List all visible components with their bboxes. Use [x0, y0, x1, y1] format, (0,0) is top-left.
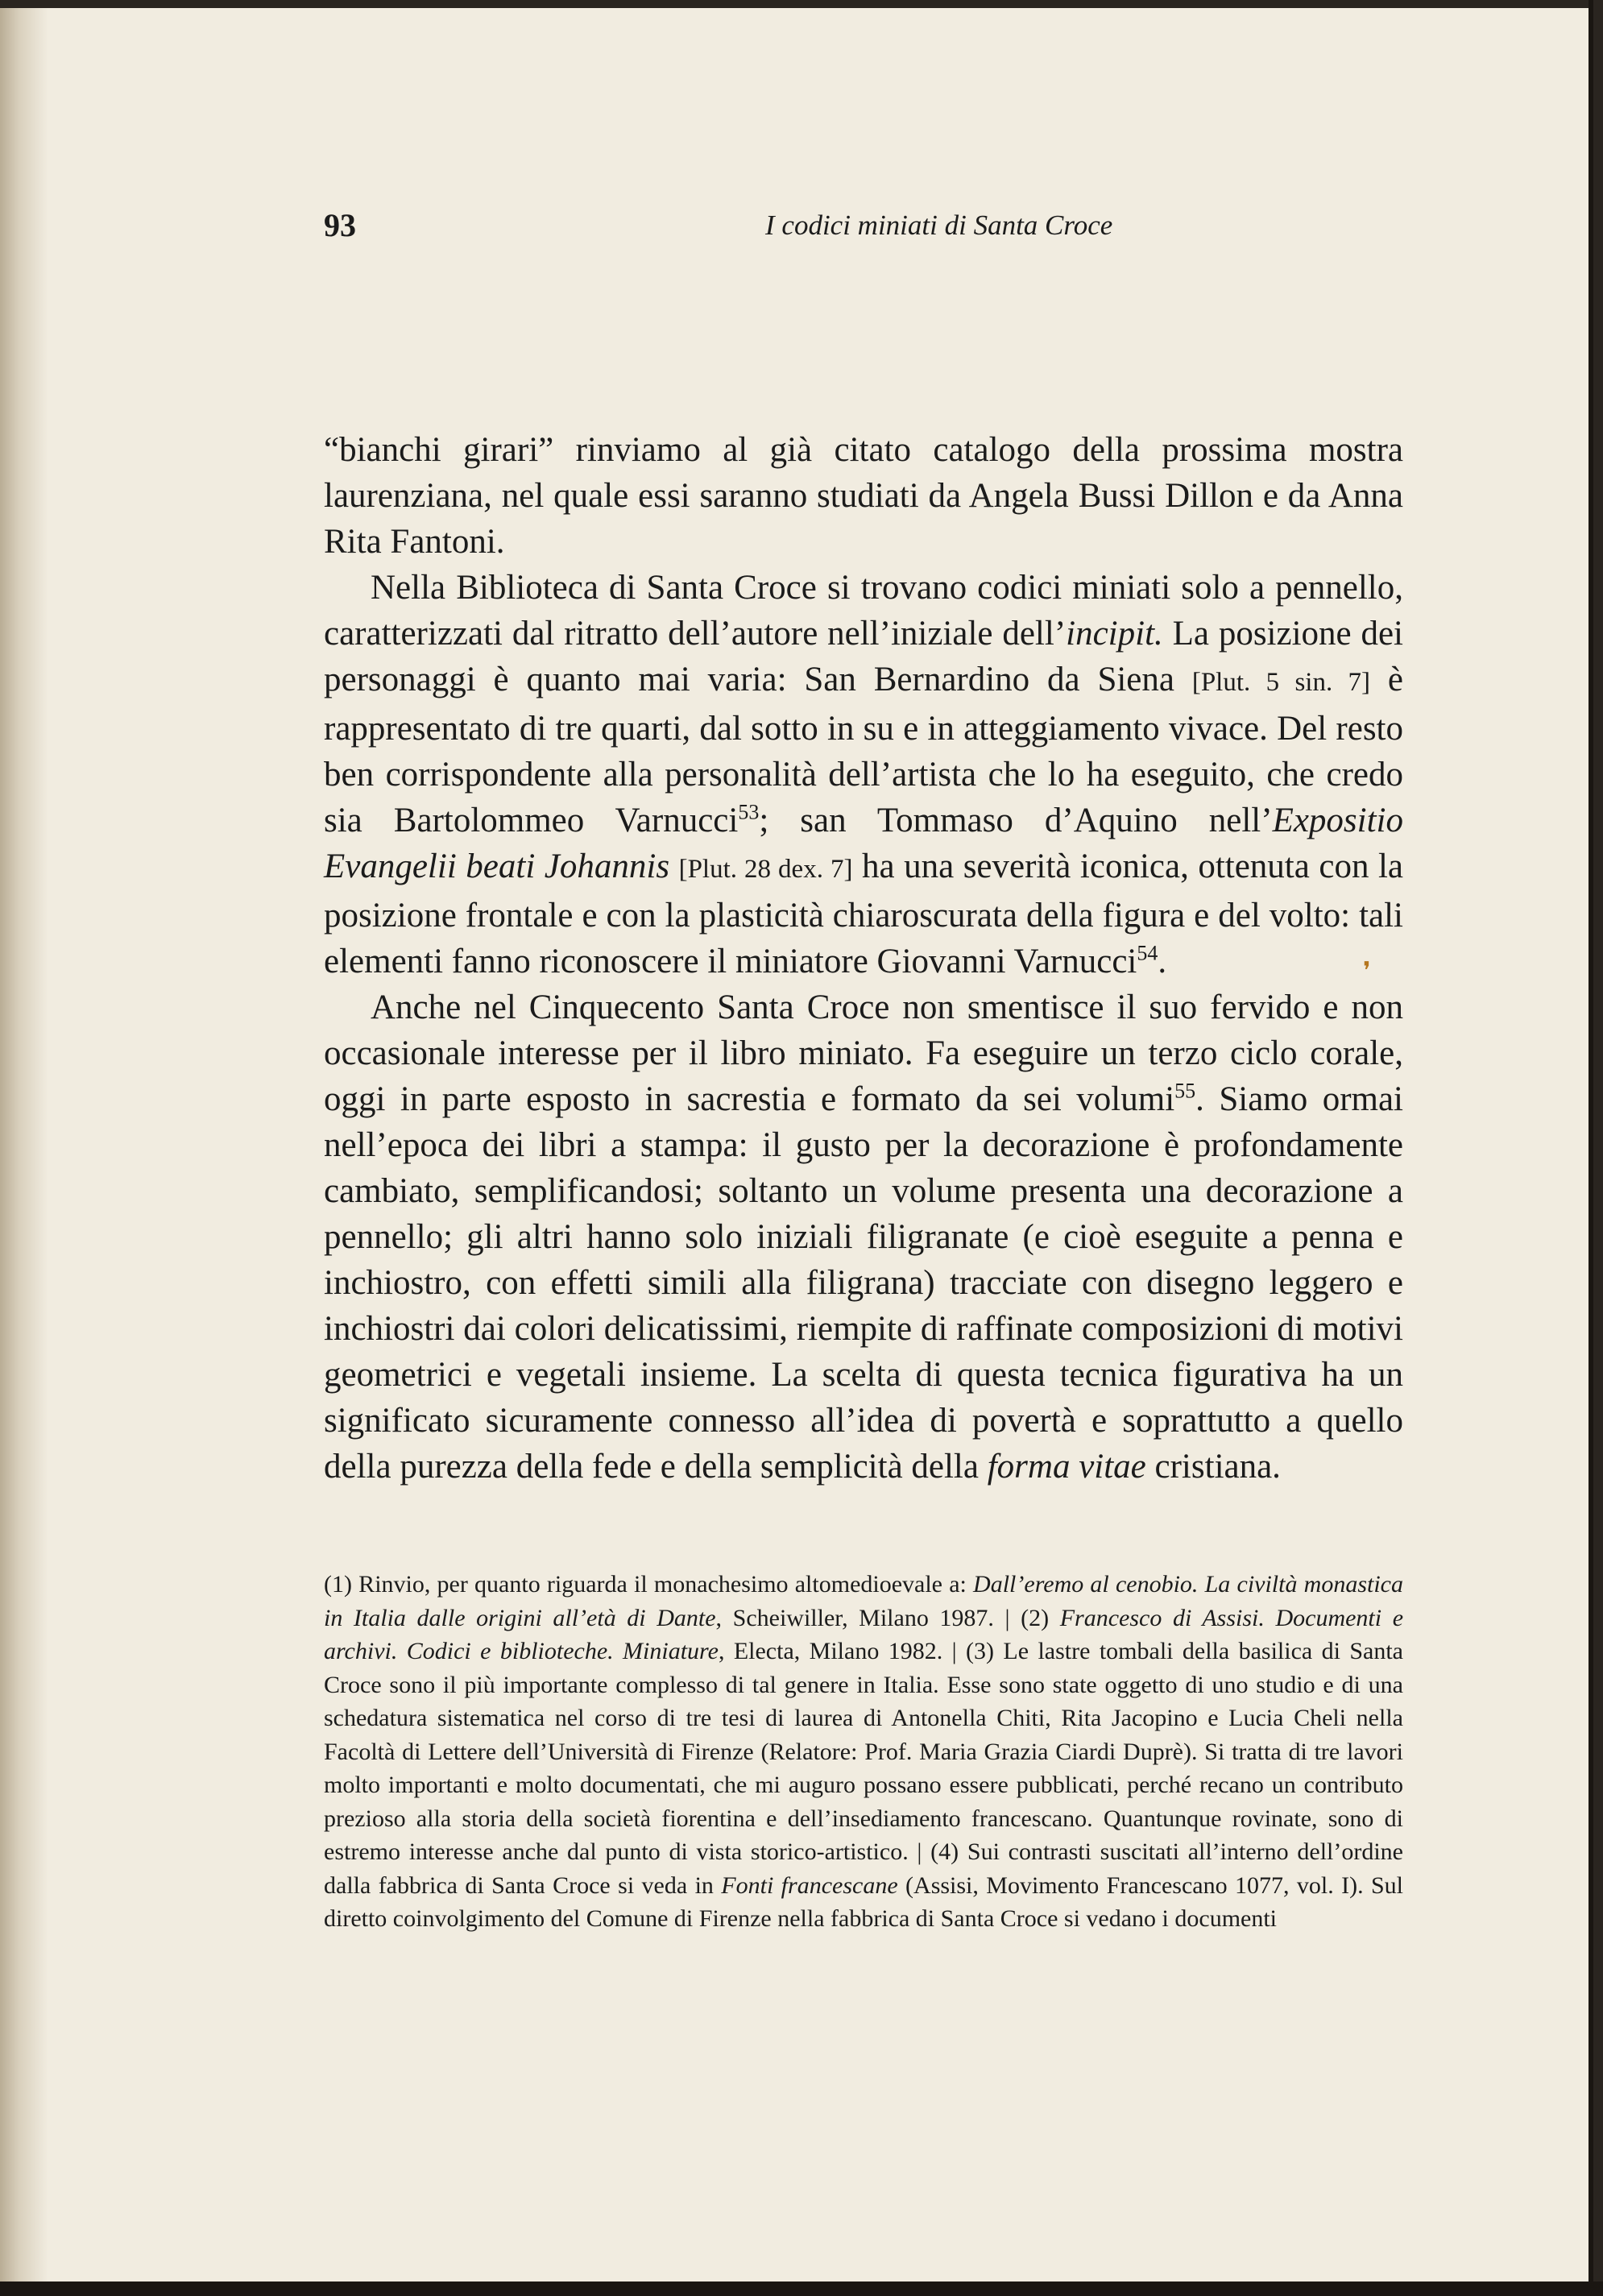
shelfmark: [Plut. 28 dex. 7] [678, 855, 853, 884]
shelfmark: [Plut. 5 sin. 7] [1191, 668, 1371, 697]
spine-shadow [0, 0, 48, 2281]
footnote-ref-54: 54 [1137, 941, 1158, 965]
footnote-ref-55: 55 [1174, 1079, 1196, 1103]
paragraph-1: “bianchi girari” rinviamo al già citato catalogo della prossima mostra laurenziana, nel quale essi saranno studiati da Angela Bussi Dillon e da Anna Rita Fantoni. [324, 431, 1403, 561]
footnote-ref-53: 53 [738, 800, 760, 824]
running-title: I codici miniati di Santa Croce [765, 209, 1113, 241]
footnotes-paragraph: (1) Rinvio, per quanto riguarda il monachesimo altomedioevale a: Dall’eremo al cenobio. La civiltà monastica in Italia dalle origini all’età di Dante, Scheiwiller, Milano 1987. | (2) Francesco di Assisi. Documenti e archivi. Codici e biblioteche. Miniature, Electa, Milano 1982. | (3) Le lastre tombali della basilica di Santa Croce sono il più importante complesso di tal genere in Italia. Esse sono state oggetto di uno studio e di una schedatura sistematica nel corso di tre tesi di laurea di Antonella Chiti, Rita Jacopino e Lucia Cheli nella Facoltà di Lettere dell’Università di Firenze (Relatore: Prof. Maria Grazia Ciardi Duprè). Si tratta di tre lavori molto importanti e molto documentati, che mi auguro possano essere pubblicati, perché recano un contributo prezioso alla storia della società fiorentina e dell’insediamento francescano. Quantunque rovinate, sono di estremo interesse anche dal punto di vista storico-artistico. | (4) Sui contrasti suscitati all’interno dell’ordine dalla fabbrica di Santa Croce si veda in Fonti francescane (Assisi, Movimento Francescano 1077, vol. I). Sul diretto coinvolgimento del Comune di Firenze nella fabbrica di Santa Croce si vedano i documenti [324, 1571, 1404, 1932]
page-header [324, 206, 1411, 247]
bottom-edge [0, 2281, 1603, 2296]
page-number: 93 [324, 207, 356, 243]
paragraph-3: Anche nel Cinquecento Santa Croce non smentisce il suo fervido e non occasionale interesse per il libro miniato. Fa eseguire un terzo ciclo corale, oggi in parte esposto in sacrestia e formato da sei volumi$^{55}$. Siamo ormai nell’epoca dei libri a stampa: il gusto per la decorazione è profondamente cambiato, semplificandosi; soltanto un volume presenta una decorazione a pennello; gli altri hanno solo iniziali filigranate (e cioè eseguite a penna e inchiostro, con effetti simili alla filigrana) tracciate con disegno leggero e inchiostri dai colori delicatissimi, riempite di raffinate composizioni di motivi geometrici e vegetali insieme. La scelta di questa tecnica figurativa ha un significato sicuramente connesso all’idea di povertà e soprattutto a quello della purezza della fede e della semplicità della forma vitae cristiana. [324, 988, 1403, 1486]
footnotes [324, 1568, 1403, 1936]
top-edge [0, 0, 1589, 8]
paragraph-2: Nella Biblioteca di Santa Croce si trovano codici miniati solo a pennello, caratterizzati dal ritratto dell’autore nell’iniziale dell’incipit. La posizione dei personaggi è quanto mai varia: San Bernardino da Siena [Plut. 5 sin. 7] è rappresentato di tre quarti, dal sotto in su e in atteggiamento vivace. Del resto ben corrispondente alla personalità dell’artista che lo ha eseguito, che credo sia Bartolommeo Varnucci$^{53}$; san Tommaso d’Aquino nell’Expositio Evangelii beati Johannis [Plut. 28 dex. 7] ha una severità iconica, ottenuta con la posizione frontale e con la plasticità chiaroscurata della figura e del volto: tali elementi fanno riconoscere il miniatore Giovanni Varnucci$^{54}$. [324, 569, 1403, 980]
ink-mark: ❜ [1363, 958, 1371, 984]
main-text [324, 427, 1403, 1490]
